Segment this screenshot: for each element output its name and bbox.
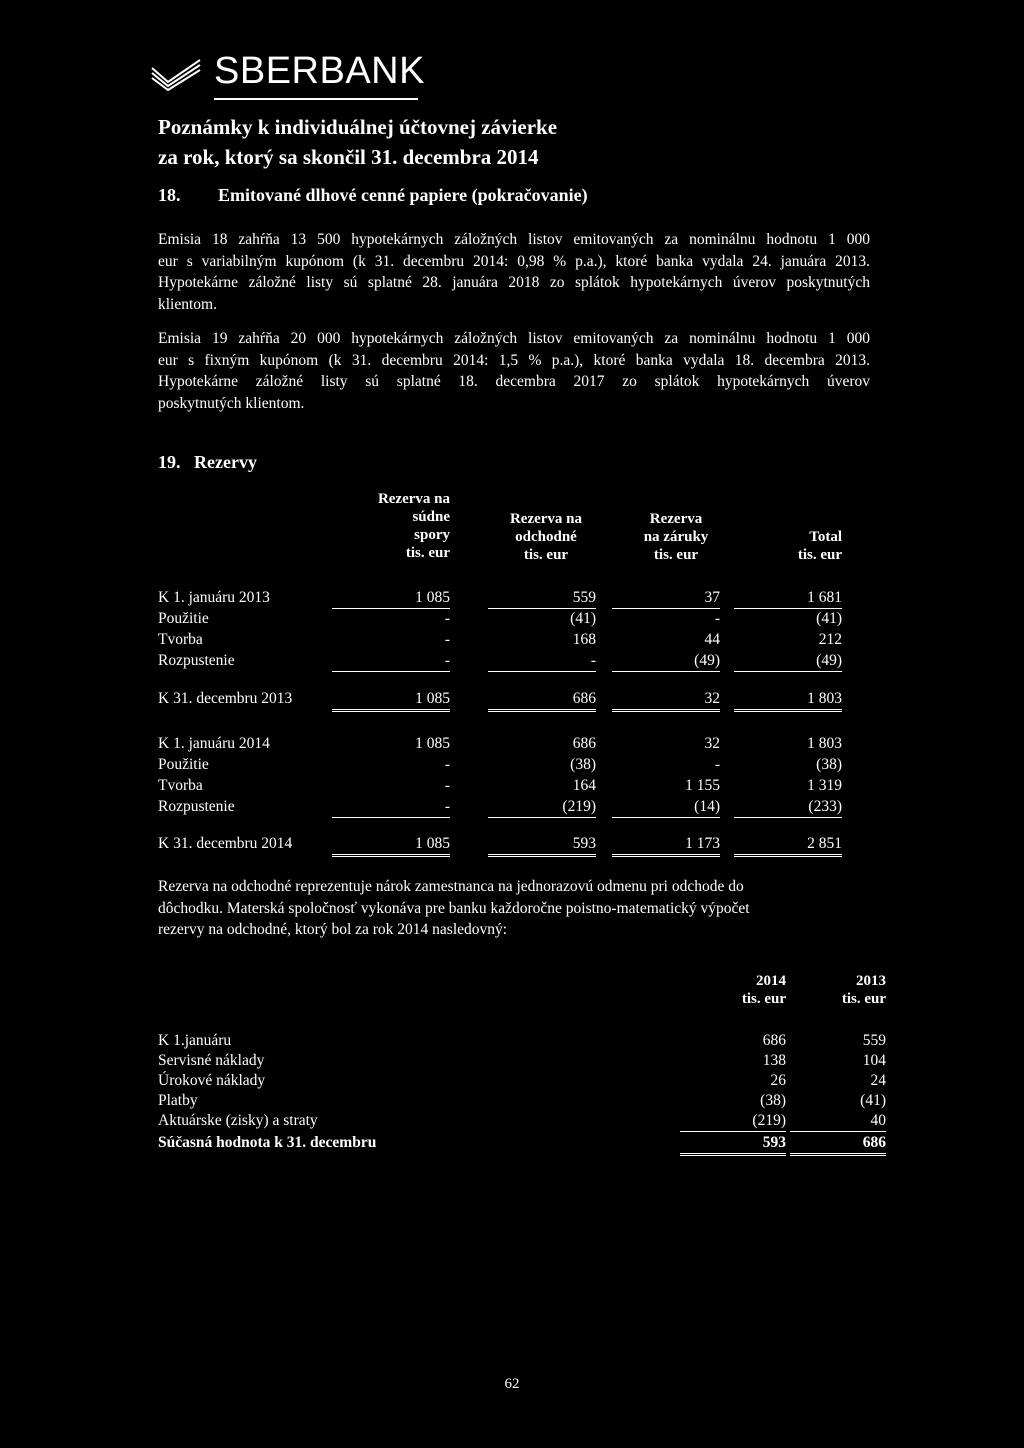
header-line: súdne <box>412 509 450 525</box>
actuarial-cell: 138 <box>762 1052 786 1069</box>
reserves-cell: 2 851 <box>734 834 842 857</box>
document-title <box>158 112 557 172</box>
header-line: tis. eur <box>405 545 450 561</box>
logo-text: SBERBANK <box>214 50 425 92</box>
actuarial-cell: (38) <box>760 1092 786 1109</box>
header-line: na záruky <box>643 529 709 545</box>
actuarial-row-label: Servisné náklady <box>158 1052 265 1069</box>
actuarial-cell: 104 <box>862 1052 886 1069</box>
reserves-cell: (233) <box>734 797 842 818</box>
reserves-cell: - <box>332 797 450 818</box>
reserves-row-label: Rozpustenie <box>158 652 235 669</box>
reserves-cell: 164 <box>572 777 596 794</box>
reserves-cell: 1 319 <box>807 777 842 794</box>
paragraph-line: eur s fixným kupónom (k 31. decembru 2014: 1,5 % p.a.), ktoré banka vydala 18. decembra 2013. <box>158 351 870 369</box>
reserves-row-label: K 31. decembru 2014 <box>158 835 293 852</box>
paragraph-line: eur s variabilným kupónom (k 31. decembru 2014: 0,98 % p.a.), ktoré banka vydala 24. januára 2013. <box>158 252 870 270</box>
header-year: 2013 <box>856 973 886 989</box>
reserves-cell: (41) <box>570 610 596 627</box>
document-title-line-1: Poznámky k individuálnej účtovnej závierke <box>158 115 558 139</box>
reserves-cell: (38) <box>570 756 596 773</box>
reserves-row-label: K 31. decembru 2013 <box>158 690 293 707</box>
page-number: 62 <box>504 1376 520 1392</box>
section-18-title: Emitované dlhové cenné papiere (pokračovanie) <box>218 185 588 205</box>
reserves-cell: 37 <box>612 588 720 609</box>
paragraph-line: rezervy na odchodné, ktorý bol za rok 2014 nasledovný: <box>158 921 508 938</box>
paragraph-line: Hypotekárne záložné listy sú splatné 28. januára 2018 zo splátok hypotekárnych úverov poskytnutých <box>158 274 870 291</box>
reserves-row-label: Rozpustenie <box>158 798 235 815</box>
sberbank-swoosh-icon <box>150 58 204 94</box>
header-line: tis. eur <box>797 547 842 563</box>
reserves-cell: 593 <box>488 834 596 857</box>
header-line: Rezerva na <box>377 491 450 507</box>
reserves-row-label: K 1. januáru 2013 <box>158 589 270 606</box>
header-unit: tis. eur <box>741 991 786 1007</box>
section-18-paragraph-1 <box>158 229 870 315</box>
header-line: Rezerva na <box>509 511 583 527</box>
reserves-cell: 1 173 <box>612 834 720 857</box>
reserves-cell: 1 803 <box>807 735 842 752</box>
actuarial-cell: 24 <box>870 1072 886 1089</box>
reserves-cell: - <box>444 631 450 648</box>
paragraph-line: Emisia 19 zahŕňa 20 000 hypotekárnych záložných listov emitovaných za nominálnu hodnotu 1 000 <box>158 330 870 347</box>
reserves-row-label: Použitie <box>158 756 209 773</box>
reserves-row-label: Tvorba <box>158 777 203 794</box>
actuarial-total-label: Súčasná hodnota k 31. decembru <box>158 1134 377 1151</box>
reserves-cell: 168 <box>572 631 596 648</box>
actuarial-total-cell: 686 <box>790 1133 886 1156</box>
actuarial-total-cell: 593 <box>680 1133 786 1156</box>
actuarial-cell: 686 <box>762 1032 786 1049</box>
reserves-cell: 1 803 <box>734 689 842 712</box>
column-header-legal-disputes <box>330 490 450 562</box>
reserves-cell: - <box>444 610 450 627</box>
reserves-cell: - <box>714 610 720 627</box>
reserves-cell: - <box>488 651 596 672</box>
reserves-cell: 1 085 <box>415 735 450 752</box>
actuarial-cell: 559 <box>862 1032 886 1049</box>
reserves-cell: 686 <box>488 689 596 712</box>
reserves-cell: 32 <box>612 689 720 712</box>
paragraph-line: klientom. <box>158 295 217 313</box>
logo-underline <box>214 98 418 100</box>
reserves-cell: 686 <box>572 735 596 752</box>
paragraph-line: dôchodku. Materská spoločnosť vykonáva pre banku každoročne poistno-matematický výpočet <box>158 899 750 917</box>
reserves-cell: 1 085 <box>332 834 450 857</box>
column-header-2014 <box>686 972 786 1008</box>
reserves-cell: 1 085 <box>332 588 450 609</box>
header-line: Total <box>809 529 842 545</box>
paragraph-line: Rezerva na odchodné reprezentuje nárok zamestnanca na jednorazovú odmenu pri odchode do <box>158 878 744 895</box>
section-19-title: Rezervy <box>194 452 257 472</box>
paragraph-line: Hypotekárne záložné listy sú splatné 18. decembra 2017 zo splátok hypotekárnych úverov <box>158 373 870 390</box>
reserves-cell: 1 085 <box>332 689 450 712</box>
actuarial-row-label: Úrokové náklady <box>158 1072 266 1089</box>
reserves-cell: (49) <box>734 651 842 672</box>
reserves-cell: - <box>714 756 720 773</box>
reserves-row-label: K 1. januáru 2014 <box>158 735 270 752</box>
actuarial-cell: (219) <box>680 1111 786 1132</box>
reserves-row-label: Tvorba <box>158 631 203 648</box>
reserves-cell: (49) <box>612 651 720 672</box>
actuarial-row-label: Aktuárske (zisky) a straty <box>158 1112 318 1129</box>
retirement-note <box>158 876 838 941</box>
paragraph-line: Emisia 18 zahŕňa 13 500 hypotekárnych záložných listov emitovaných za nominálnu hodnotu 1 000 <box>158 231 870 248</box>
column-header-guarantees <box>626 510 726 564</box>
reserves-cell: (41) <box>816 610 842 627</box>
paragraph-line: poskytnutých klientom. <box>158 394 305 412</box>
actuarial-cell: (41) <box>860 1092 886 1109</box>
header-line: Rezerva <box>649 511 703 527</box>
reserves-cell: 1 681 <box>734 588 842 609</box>
reserves-cell: 32 <box>704 735 720 752</box>
header-unit: tis. eur <box>841 991 886 1007</box>
actuarial-row-label: Platby <box>158 1092 198 1109</box>
reserves-cell: 44 <box>704 631 720 648</box>
section-18-paragraph-2 <box>158 328 870 414</box>
document-title-line-2: za rok, ktorý sa skončil 31. decembra 2014 <box>158 145 539 169</box>
reserves-cell: - <box>444 756 450 773</box>
column-header-total <box>742 528 842 564</box>
reserves-cell: - <box>444 777 450 794</box>
reserves-cell: (38) <box>816 756 842 773</box>
reserves-row-label: Použitie <box>158 610 209 627</box>
actuarial-cell: 26 <box>770 1072 786 1089</box>
reserves-cell: (14) <box>612 797 720 818</box>
section-18-number: 18. <box>158 185 181 205</box>
column-header-2013 <box>786 972 886 1008</box>
reserves-cell: - <box>332 651 450 672</box>
section-19-number: 19. <box>158 452 181 472</box>
header-line: tis. eur <box>523 547 569 563</box>
reserves-cell: 212 <box>818 631 842 648</box>
header-year: 2014 <box>756 973 786 989</box>
reserves-cell: 1 155 <box>685 777 720 794</box>
actuarial-row-label: K 1.januáru <box>158 1032 232 1049</box>
reserves-cell: (219) <box>488 797 596 818</box>
header-line: odchodné <box>515 529 577 545</box>
sberbank-logo <box>150 50 425 102</box>
actuarial-cell: 40 <box>790 1111 886 1132</box>
column-header-retirement <box>496 510 596 564</box>
header-line: spory <box>414 527 450 543</box>
reserves-cell: 559 <box>488 588 596 609</box>
header-line: tis. eur <box>653 547 699 563</box>
